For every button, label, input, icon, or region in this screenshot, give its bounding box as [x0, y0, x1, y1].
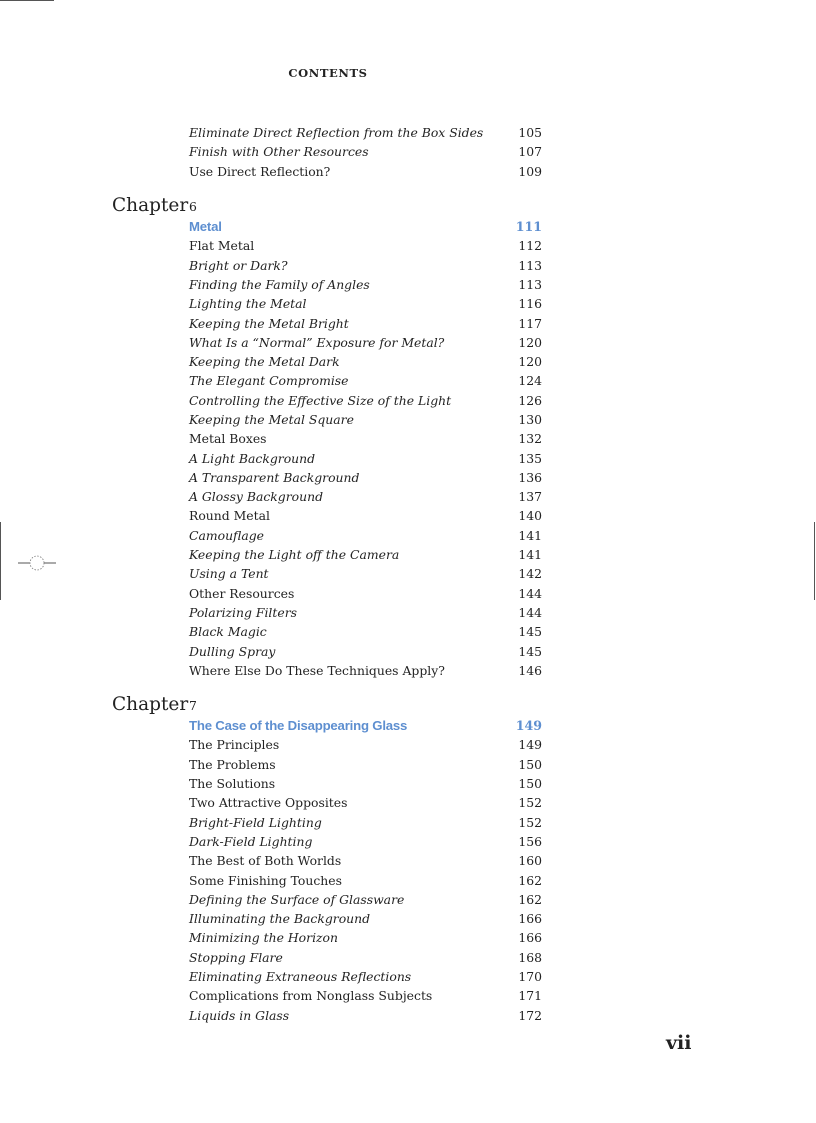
toc-entry[interactable]	[112, 661, 542, 680]
toc-entry[interactable]	[112, 236, 542, 255]
entry-title: Keeping the Metal Square	[189, 412, 354, 427]
entry-title: Dulling Spray	[189, 643, 276, 659]
entry-page: 120	[518, 334, 542, 350]
page-number: vii	[666, 1032, 692, 1054]
toc-entry[interactable]	[112, 813, 542, 832]
entry-title: Eliminate Direct Reflection from the Box Sides	[189, 125, 484, 141]
toc-entry[interactable]	[112, 986, 542, 1005]
chapter-title: The Case of the Disappearing Glass	[189, 718, 408, 734]
entry-page: 113	[518, 276, 542, 292]
entry-page: 168	[518, 949, 542, 965]
entry-title: Complications from Nonglass Subjects	[189, 988, 433, 1004]
registration-mark-icon	[18, 548, 56, 578]
entry-title: Bright or Dark?	[189, 257, 288, 273]
chapter-block	[112, 694, 542, 1025]
entry-page: 136	[518, 469, 542, 485]
toc-entry[interactable]	[112, 506, 542, 525]
entry-page: 171	[518, 988, 542, 1004]
entry-page: 124	[518, 373, 542, 389]
entry-page: 107	[518, 144, 542, 160]
chapter-list	[112, 195, 542, 1025]
entry-page: 162	[518, 891, 542, 907]
entry-title: Metal Boxes	[189, 431, 267, 447]
entry-title: Using a Tent	[189, 566, 269, 582]
entry-title: Minimizing the Horizon	[189, 930, 338, 946]
toc-entry[interactable]	[112, 622, 542, 641]
entry-title: Dark-Field Lighting	[189, 833, 313, 849]
toc-entry[interactable]	[112, 832, 542, 851]
entry-page: 170	[518, 969, 542, 985]
entry-title: Use Direct Reflection?	[189, 163, 331, 179]
chapter-page: 149	[515, 718, 542, 734]
entry-title: The Principles	[189, 737, 280, 753]
chapter-label-line	[112, 195, 542, 217]
toc-entry[interactable]	[112, 255, 542, 274]
entry-title: Keeping the Light off the Camera	[189, 547, 400, 563]
toc-entry[interactable]	[112, 967, 542, 986]
toc-entry[interactable]	[112, 275, 542, 294]
toc-entry[interactable]	[112, 909, 542, 928]
entry-title: Black Magic	[189, 624, 267, 640]
entry-title: Controlling the Effective Size of the Light	[189, 392, 452, 408]
toc-entry[interactable]	[112, 162, 542, 181]
chapter-label-line	[112, 694, 542, 716]
entry-page: 160	[518, 853, 542, 869]
table-of-contents	[112, 123, 542, 1025]
entry-title: A Light Background	[189, 450, 316, 466]
entry-page: 105	[518, 125, 542, 141]
toc-entry[interactable]	[112, 584, 542, 603]
entry-title: Polarizing Filters	[189, 604, 297, 620]
entry-page: 166	[518, 930, 542, 946]
toc-entry[interactable]	[112, 851, 542, 870]
entry-title: Finish with Other Resources	[189, 144, 369, 160]
entry-page: 142	[518, 566, 542, 582]
toc-entry[interactable]	[112, 928, 542, 947]
entry-page: 144	[518, 604, 542, 620]
page-header: CONTENTS	[288, 66, 368, 80]
entry-page: 140	[518, 508, 542, 524]
entry-page: 145	[518, 643, 542, 659]
entry-title: A Transparent Background	[189, 469, 360, 485]
entry-page: 144	[518, 585, 542, 601]
entry-page: 152	[518, 814, 542, 830]
toc-entry[interactable]	[112, 371, 542, 390]
entry-page: 166	[518, 911, 542, 927]
entry-title: Other Resources	[189, 585, 295, 601]
toc-entry[interactable]	[112, 870, 542, 889]
toc-entry[interactable]	[112, 735, 542, 754]
entry-page: 116	[518, 296, 542, 312]
entry-page: 141	[518, 527, 542, 543]
entry-title: The Problems	[189, 756, 276, 772]
entry-title: Illuminating the Background	[189, 911, 371, 927]
entry-page: 130	[518, 412, 542, 427]
entry-title: What Is a “Normal” Exposure for Metal?	[189, 334, 445, 350]
crop-mark-left	[0, 522, 1, 600]
chapter-label: Chapter	[112, 694, 189, 716]
toc-entry[interactable]	[112, 123, 542, 142]
chapter-title-entry[interactable]	[112, 716, 542, 735]
chapter-page: 111	[515, 219, 542, 235]
chapter-block	[112, 195, 542, 680]
entry-title: Liquids in Glass	[189, 1007, 290, 1023]
toc-entry[interactable]	[112, 142, 542, 161]
entry-page: 152	[518, 795, 542, 811]
entry-page: 132	[518, 431, 542, 447]
toc-entry[interactable]	[112, 526, 542, 545]
entry-page: 146	[518, 662, 542, 678]
toc-entry[interactable]	[112, 294, 542, 313]
entry-page: 126	[518, 392, 542, 408]
entry-page: 149	[518, 737, 542, 753]
entry-page: 150	[518, 776, 542, 792]
entry-title: Camouflage	[189, 527, 264, 543]
continued-entries	[112, 123, 542, 181]
entry-title: Keeping the Metal Dark	[189, 354, 340, 370]
entry-title: Flat Metal	[189, 238, 255, 254]
toc-entry[interactable]	[112, 333, 542, 352]
entry-title: Defining the Surface of Glassware	[189, 891, 405, 907]
toc-entry[interactable]	[112, 468, 542, 487]
toc-entry[interactable]	[112, 313, 542, 332]
entry-page: 112	[518, 238, 542, 254]
toc-entry[interactable]	[112, 564, 542, 583]
entry-title: The Solutions	[189, 776, 276, 792]
chapter-number: 7	[189, 698, 197, 714]
toc-entry[interactable]	[112, 352, 542, 371]
entry-page: 162	[518, 872, 542, 888]
toc-entry[interactable]	[112, 448, 542, 467]
toc-entry[interactable]	[112, 487, 542, 506]
entry-title: Stopping Flare	[189, 949, 283, 965]
entry-title: Round Metal	[189, 508, 270, 524]
entry-page: 117	[518, 315, 542, 331]
entry-page: 120	[518, 354, 542, 370]
crop-mark-top	[0, 0, 54, 1]
entry-title: The Best of Both Worlds	[189, 853, 342, 869]
entry-page: 141	[518, 547, 542, 563]
chapter-label: Chapter	[112, 194, 189, 216]
entry-title: Keeping the Metal Bright	[189, 315, 349, 331]
entry-title: The Elegant Compromise	[189, 373, 349, 389]
entry-title: Lighting the Metal	[189, 296, 307, 312]
toc-entry[interactable]	[112, 755, 542, 774]
entry-page: 109	[518, 163, 542, 179]
entry-page: 150	[518, 756, 542, 772]
toc-entry[interactable]	[112, 793, 542, 812]
chapter-title: Metal	[189, 219, 222, 235]
entry-page: 113	[518, 257, 542, 273]
entry-title: Finding the Family of Angles	[189, 276, 370, 292]
toc-entry[interactable]	[112, 391, 542, 410]
toc-entry[interactable]	[112, 410, 542, 429]
toc-entry[interactable]	[112, 603, 542, 622]
entry-title: Where Else Do These Techniques Apply?	[189, 662, 445, 678]
entry-page: 145	[518, 624, 542, 640]
entry-title: Bright-Field Lighting	[189, 814, 322, 830]
toc-entry[interactable]	[112, 429, 542, 448]
entry-page: 135	[518, 450, 542, 466]
chapter-number: 6	[189, 198, 197, 214]
entry-title: A Glossy Background	[189, 489, 324, 505]
entry-page: 137	[518, 489, 542, 505]
entry-page: 156	[518, 833, 542, 849]
toc-entry[interactable]	[112, 890, 542, 909]
toc-entry[interactable]	[112, 641, 542, 660]
entry-page: 172	[518, 1007, 542, 1023]
chapter-title-entry[interactable]	[112, 217, 542, 236]
crop-mark-right	[814, 522, 815, 600]
entry-title: Some Finishing Touches	[189, 872, 342, 888]
entry-title: Eliminating Extraneous Reflections	[189, 969, 412, 985]
toc-entry[interactable]	[112, 545, 542, 564]
toc-entry[interactable]	[112, 774, 542, 793]
toc-entry[interactable]	[112, 1005, 542, 1024]
toc-entry[interactable]	[112, 948, 542, 967]
entry-title: Two Attractive Opposites	[189, 795, 348, 811]
